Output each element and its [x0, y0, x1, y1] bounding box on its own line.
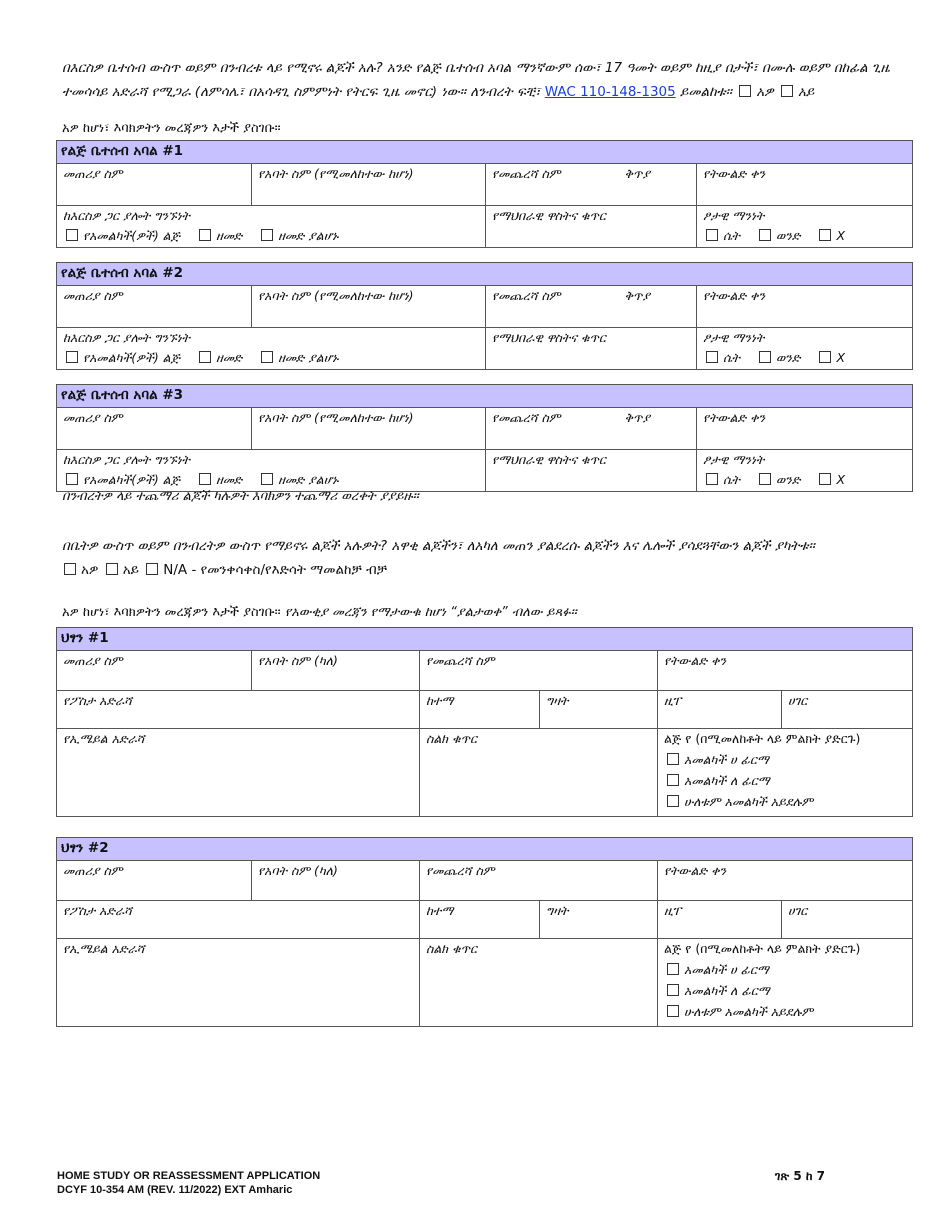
gender-female-checkbox[interactable]	[706, 229, 718, 241]
gender-field: ፆታዊ ማንነት ሴት ወንድ X	[697, 450, 913, 492]
q1-yes-checkbox[interactable]	[739, 85, 751, 97]
member-table-3	[56, 384, 913, 492]
zip-field[interactable]: ዚፐ	[658, 691, 782, 729]
country-field[interactable]: ሀገር	[782, 691, 913, 729]
first-name-field[interactable]: መጠሪያ ስም	[57, 651, 252, 691]
relationship-field: ከእርስዎ ጋር ያሎት ግንኙነት የአመልካች(ዎች) ልጅ ዘመድ ዘመድ ያልሆኑ	[57, 206, 486, 248]
rel-child-checkbox[interactable]	[66, 351, 78, 363]
relationship-field: ከእርስዎ ጋር ያሎት ግንኙነት የአመልካች(ዎች) ልጅ ዘመድ ዘመድ ያልሆኑ	[57, 450, 486, 492]
zip-field[interactable]: ዚፐ	[658, 901, 782, 939]
child-title: ህፃን #2	[57, 838, 913, 861]
first-name-field[interactable]: መጠሪያ ስም	[57, 408, 252, 450]
ssn-field[interactable]: የማህበራዊ ዋስትና ቁጥር	[486, 450, 697, 492]
rel-nonrelative-checkbox[interactable]	[261, 351, 273, 363]
rel-relative-checkbox[interactable]	[199, 351, 211, 363]
member-title: የልጅ ቤተሰብ አባል #1	[57, 141, 913, 164]
father-name-field[interactable]: የአባት ስም (ካለ)	[252, 861, 420, 901]
applicant-b-checkbox[interactable]	[667, 774, 679, 786]
member-title: የልጅ ቤተሰብ አባል #2	[57, 263, 913, 286]
last-name-field[interactable]: የመጨረሻ ስም	[420, 861, 658, 901]
q2-no-checkbox[interactable]	[106, 563, 118, 575]
child-table-1	[56, 627, 913, 817]
father-name-field[interactable]: የአባት ስም (የሚመለከተው ከሆነ)	[252, 164, 486, 206]
form-title: HOME STUDY OR REASSESSMENT APPLICATION	[57, 1170, 321, 1182]
section1-instruction: አዎ ከሆነ፣ እባክዎትን መረጃዎን እታች ያስገቡ፡፡	[62, 121, 281, 136]
gender-x-checkbox[interactable]	[819, 473, 831, 485]
gender-male-checkbox[interactable]	[759, 229, 771, 241]
dob-field[interactable]: የትውልድ ቀን	[658, 651, 913, 691]
rel-nonrelative-checkbox[interactable]	[261, 473, 273, 485]
phone-field[interactable]: ስልክ ቁጥር	[420, 729, 658, 817]
rel-child-checkbox[interactable]	[66, 473, 78, 485]
last-name-field[interactable]: የመጨረሻ ስም	[420, 651, 658, 691]
form-number: DCYF 10-354 AM (REV. 11/2022) EXT Amharic	[57, 1184, 293, 1196]
member-title: የልጅ ቤተሰብ አባል #3	[57, 385, 913, 408]
gender-female-checkbox[interactable]	[706, 351, 718, 363]
first-name-field[interactable]: መጠሪያ ስም	[57, 286, 252, 328]
city-field[interactable]: ከተማ	[420, 901, 540, 939]
child-of-field: ልጅ የ (በሚመለከቶት ላይ ምልክት ያድርጉ) አመልካች ሀ ፊርማ አመልካች ለ ፊርማ ሁለቱም አመልካች አይደሉም	[658, 729, 913, 817]
rel-relative-checkbox[interactable]	[199, 473, 211, 485]
section2-instruction: አዎ ከሆነ፣ እባክዎትን መረጃዎን እታች ያስገቡ፡፡ የአውቂያ መረጃን የማታውቁ ከሆነ “ያልታወቀ” ብለው ይጻፉ።	[62, 605, 577, 620]
q2-yes-checkbox[interactable]	[64, 563, 76, 575]
last-name-field[interactable]: የመጨረሻ ስም ቅጥያ	[486, 286, 697, 328]
last-name-field[interactable]: የመጨረሻ ስም ቅጥያ	[486, 408, 697, 450]
email-field[interactable]: የኢሜይል አድራሻ	[57, 939, 420, 1027]
phone-field[interactable]: ስልክ ቁጥር	[420, 939, 658, 1027]
rel-nonrelative-checkbox[interactable]	[261, 229, 273, 241]
dob-field[interactable]: የትውልድ ቀን	[697, 164, 913, 206]
relationship-field: ከእርስዎ ጋር ያሎት ግንኙነት የአመልካች(ዎች) ልጅ ዘመድ ዘመድ ያልሆኑ	[57, 328, 486, 370]
city-field[interactable]: ከተማ	[420, 691, 540, 729]
father-name-field[interactable]: የአባት ስም (የሚመለከተው ከሆነ)	[252, 408, 486, 450]
dob-field[interactable]: የትውልድ ቀን	[658, 861, 913, 901]
child-of-field: ልጅ የ (በሚመለከቶት ላይ ምልክት ያድርጉ) አመልካች ሀ ፊርማ አመልካች ለ ፊርማ ሁለቱም አመልካች አይደሉም	[658, 939, 913, 1027]
applicant-b-checkbox[interactable]	[667, 984, 679, 996]
wac-link[interactable]: WAC 110-148-1305	[544, 84, 676, 100]
form-footer	[57, 1169, 320, 1197]
rel-relative-checkbox[interactable]	[199, 229, 211, 241]
member-table-2	[56, 262, 913, 370]
page-number: ገጽ 5 ከ 7	[774, 1169, 825, 1183]
child-title: ህፃን #1	[57, 628, 913, 651]
question-children-not-in-home: በቤትዎ ውስጥ ወይም በንብረትዎ ውስጥ የማይኖሩ ልጆች አሉዎት? አዋቂ ልጆችን፣ ለአካለ መጠን ያልደረሱ ልጆችን እና ሌሎች ያሳደጓቸውን ልጆች ያካትቱ። አዎ አይ N/A - የመንቀሳቀስ/የእድሳት ማመልከቻ ብቻ	[62, 538, 815, 578]
mail-address-field[interactable]: የፖስታ አድራሻ	[57, 901, 420, 939]
country-field[interactable]: ሀገር	[782, 901, 913, 939]
neither-checkbox[interactable]	[667, 1005, 679, 1017]
gender-x-checkbox[interactable]	[819, 351, 831, 363]
q1-no-checkbox[interactable]	[781, 85, 793, 97]
member-table-1	[56, 140, 913, 248]
gender-male-checkbox[interactable]	[759, 351, 771, 363]
neither-checkbox[interactable]	[667, 795, 679, 807]
ssn-field[interactable]: የማህበራዊ ዋስትና ቁጥር	[486, 328, 697, 370]
dob-field[interactable]: የትውልድ ቀን	[697, 408, 913, 450]
applicant-a-checkbox[interactable]	[667, 753, 679, 765]
email-field[interactable]: የኢሜይል አድራሻ	[57, 729, 420, 817]
mail-address-field[interactable]: የፖስታ አድራሻ	[57, 691, 420, 729]
child-table-2	[56, 837, 913, 1027]
gender-field: ፆታዊ ማንነት ሴት ወንድ X	[697, 206, 913, 248]
question-children-in-household: በእርስዎ ቤተሰብ ውስጥ ወይም በንብረቱ ላይ የሚኖሩ ልጆች አሉ? አንድ የልጅ ቤተሰብ አባል ማንኛውም ሰው፣ 17 ዓመት ወይም ከዚያ በታች፣ በሙሉ ወይም በከፊል ጊዜ ተመሳሳይ አድራሻ የሚጋራ (ለምሳሌ፣ በአሳዳጊ ስምምነት የትርፍ ጊዜ መኖር) ነው። ለንብረት ፍቺ፣ WAC 110-148-1305 ይመልከቱ። አዎ አይ	[62, 60, 890, 100]
last-name-field[interactable]: የመጨረሻ ስም ቅጥያ	[486, 164, 697, 206]
state-field[interactable]: ግዛት	[540, 691, 658, 729]
first-name-field[interactable]: መጠሪያ ስም	[57, 861, 252, 901]
q2-na-checkbox[interactable]	[146, 563, 158, 575]
rel-child-checkbox[interactable]	[66, 229, 78, 241]
father-name-field[interactable]: የአባት ስም (የሚመለከተው ከሆነ)	[252, 286, 486, 328]
father-name-field[interactable]: የአባት ስም (ካለ)	[252, 651, 420, 691]
ssn-field[interactable]: የማህበራዊ ዋስትና ቁጥር	[486, 206, 697, 248]
gender-male-checkbox[interactable]	[759, 473, 771, 485]
first-name-field[interactable]: መጠሪያ ስም	[57, 164, 252, 206]
applicant-a-checkbox[interactable]	[667, 963, 679, 975]
gender-field: ፆታዊ ማንነት ሴት ወንድ X	[697, 328, 913, 370]
state-field[interactable]: ግዛት	[540, 901, 658, 939]
gender-female-checkbox[interactable]	[706, 473, 718, 485]
gender-x-checkbox[interactable]	[819, 229, 831, 241]
extra-children-note: በንብረትዎ ላይ ተጨማሪ ልጆች ካሉዎት እባክዎን ተጨማሪ ወረቀት ያያይዙ።	[62, 489, 419, 504]
dob-field[interactable]: የትውልድ ቀን	[697, 286, 913, 328]
